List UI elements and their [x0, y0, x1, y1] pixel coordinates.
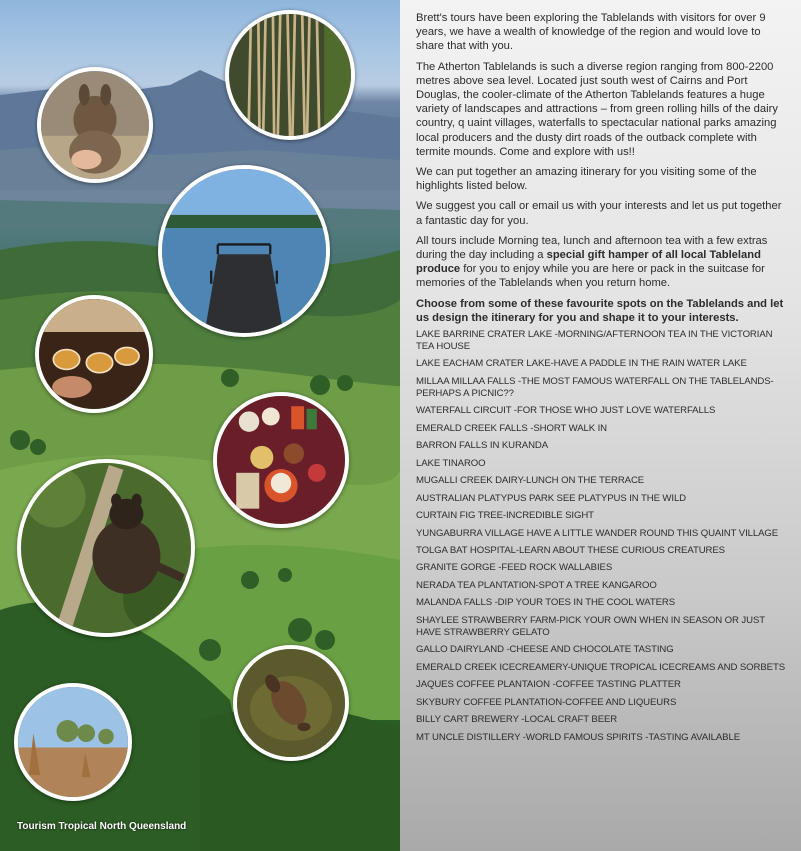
spot-list-item: BILLY CART BREWERY -LOCAL CRAFT BEER: [416, 714, 618, 726]
region-paragraph: The Atherton Tablelands is such a diverse region ranging from 800-2200 metres above sea level. Located just south west of Cairns and Port Douglas, the cooler-climate of the Atherton Tablelands features a huge variety of landscapes and attractions – from green rolling hills of the dairy country, q uaint villages, waterfalls to spectacular national parks amazing local producers and the dusty dirt roads of the outback complete with termite mounds. Come and explore with us!!: [416, 60, 778, 158]
curtain-fig-photo: [225, 10, 355, 140]
spot-list-item: LAKE BARRINE CRATER LAKE -MORNING/AFTERNOON TEA IN THE VICTORIAN TEA HOUSE: [416, 329, 773, 352]
spot-list-item: LAKE TINAROO: [416, 457, 486, 469]
tours-include-text-end: for you to enjoy while you are here or pack in the suitcase for memories of the Tablelands when you return home.: [416, 263, 765, 290]
tours-include-paragraph: [416, 234, 787, 291]
spot-list-item: NERADA TEA PLANTATION-SPOT A TREE KANGAROO: [416, 579, 657, 591]
spot-list-item: LAKE EACHAM CRATER LAKE-HAVE A PADDLE IN THE RAIN WATER LAKE: [416, 358, 747, 370]
intro-paragraph: Brett's tours have been exploring the Tablelands with visitors for over 9 years, we have a wealth of knowledge of the region and would love to share that with you.: [416, 12, 766, 53]
wallaby-photo: [37, 67, 153, 183]
spot-list-item: GRANITE GORGE -FEED ROCK WALLABIES: [416, 562, 613, 574]
spot-list-item: MT UNCLE DISTILLERY -WORLD FAMOUS SPIRITS -TASTING AVAILABLE: [416, 731, 740, 743]
tablelands-photo-collage: [0, 0, 400, 851]
spot-list-item: BARRON FALLS IN KURANDA: [416, 440, 549, 452]
spot-list-item: EMERALD CREEK ICECREAMERY-UNIQUE TROPICAL ICECREAMS AND SORBETS: [416, 661, 786, 673]
spot-list-item: GALLO DAIRYLAND -CHEESE AND CHOCOLATE TASTING: [416, 644, 674, 656]
crater-lake-jetty-photo: [158, 165, 330, 337]
photo-credit: Tourism Tropical North Queensland: [17, 821, 187, 832]
spot-list-item: AUSTRALIAN PLATYPUS PARK SEE PLATYPUS IN THE WILD: [416, 492, 687, 504]
spot-list-item: CURTAIN FIG TREE-INCREDIBLE SIGHT: [416, 510, 594, 522]
suggest-paragraph: We suggest you call or email us with your interests and let us put together a fantastic day for you.: [416, 200, 782, 227]
tour-description-panel: [400, 0, 801, 851]
outback-termite-mounds-photo: [14, 683, 132, 801]
spot-list-item: SKYBURY COFFEE PLANTATION-COFFEE AND LIQUEURS: [416, 696, 677, 708]
spot-list-item: MALANDA FALLS -DIP YOUR TOES IN THE COOL WATERS: [416, 597, 676, 609]
tours-include-text: All tours include Morning tea, lunch and afternoon tea with a few extras during the day including a: [416, 234, 768, 262]
spot-list-item: MILLAA MILLAA FALLS -THE MOST FAMOUS WATERFALL ON THE TABLELANDS- PERHAPS A PICNIC??: [416, 375, 774, 399]
platypus-photo: [233, 645, 349, 761]
spot-list-item: JAQUES COFFEE PLANTAION -COFFEE TASTING PLATTER: [416, 679, 681, 691]
spot-list-item: MUGALLI CREEK DAIRY-LUNCH ON THE TERRACE: [416, 475, 645, 487]
gift-hamper-highlight: special gift hamper of all local Tableland produce: [416, 249, 761, 276]
spot-list-item: YUNGABURRA VILLAGE HAVE A LITTLE WANDER ROUND THIS QUAINT VILLAGE: [416, 527, 779, 539]
tasting-glasses-photo: [35, 295, 153, 413]
spot-list-item: SHAYLEE STRAWBERRY FARM-PICK YOUR OWN WHEN IN SEASON OR JUST HAVE STRAWBERRY GELATO: [416, 614, 765, 638]
favourite-spots-list: [416, 329, 787, 743]
tree-kangaroo-photo: [17, 459, 195, 637]
spot-list-item: WATERFALL CIRCUIT -FOR THOSE WHO JUST LOVE WATERFALLS: [416, 405, 716, 417]
spot-list-item: EMERALD CREEK FALLS -SHORT WALK IN: [416, 422, 608, 434]
gift-hamper-photo: [213, 392, 349, 528]
spot-list-item: TOLGA BAT HOSPITAL-LEARN ABOUT THESE CURIOUS CREATURES: [416, 544, 725, 556]
itinerary-paragraph: We can put together an amazing itinerary for you visiting some of the highlights listed below.: [416, 166, 757, 193]
choose-heading: Choose from some of these favourite spots on the Tablelands and let us design the itinerary for you and shape it to your interests.: [416, 297, 784, 324]
